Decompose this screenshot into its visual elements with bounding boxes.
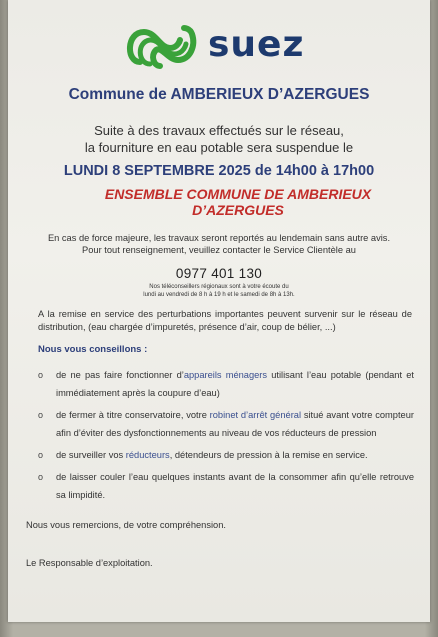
area-line-2: D’AZERGUES — [192, 202, 284, 218]
force-majeure-text — [8, 232, 430, 256]
force-majeure-line-1: En cas de force majeure, les travaux seront reportés au lendemain sans autre avis. — [47, 233, 391, 243]
force-majeure-line-2: Pour tout renseignement, veuillez contacter le Service Clientèle au — [82, 245, 356, 255]
notice-sheet — [8, 0, 430, 622]
advice-item: o de surveiller vos réducteurs, détendeurs de pression à la remise en service. — [38, 446, 414, 464]
outage-date-time: LUNDI 8 SEPTEMBRE 2025 de 14h00 à 17h00 — [63, 163, 375, 179]
suez-logo — [126, 24, 326, 70]
circle-bullet-icon: o — [38, 370, 44, 380]
thanks-text: Nous vous remercions, de votre compréhension. — [26, 520, 226, 530]
disturbances-text: A la remise en service des perturbations importantes peuvent survenir sur le réseau de distribution, (eau chargée d’impuretés, présence d’air, coup de bélier, ...) — [38, 309, 412, 332]
phone-note-line-2: lundi au vendredi de 8 h à 19 h et le samedi de 8h à 13h. — [143, 292, 295, 298]
intro-line-2: la fourniture en eau potable sera suspendue le — [84, 140, 354, 155]
signature: Le Responsable d’exploitation. — [26, 558, 153, 568]
advice-item: o de laisser couler l’eau quelques instants avant de la consommer afin qu’elle retrouve sa limpidité. — [38, 468, 414, 504]
brand-name: suez — [208, 24, 305, 65]
intro-text — [8, 122, 430, 156]
advice-item: o de fermer à titre conservatoire, votre robinet d’arrêt général situé avant votre compteur afin d’éviter des dysfonctionnements au niveau de vos réducteurs de pression — [38, 406, 414, 442]
intro-line-1: Suite à des travaux effectués sur le réseau, — [94, 123, 344, 138]
area-line-1: ENSEMBLE COMMUNE DE AMBERIEUX — [104, 186, 372, 202]
affected-area — [103, 186, 373, 218]
phone-hours-note — [8, 283, 430, 299]
commune-title: Commune de AMBERIEUX D’AZERGUES — [68, 86, 370, 103]
customer-service-phone: 0977 401 130 — [175, 266, 263, 281]
suez-wave-icon — [126, 24, 206, 70]
advice-item: o de ne pas faire fonctionner d’appareils ménagers utilisant l’eau potable (pendant et immédiatement après la coupure d’eau) — [38, 366, 414, 402]
advice-heading: Nous vous conseillons : — [38, 344, 148, 355]
phone-note-line-1: Nos téléconseillers régionaux sont à votre écoute du — [149, 284, 289, 290]
circle-bullet-icon: o — [38, 472, 44, 482]
advice-list — [38, 366, 414, 508]
circle-bullet-icon: o — [38, 450, 44, 460]
circle-bullet-icon: o — [38, 410, 44, 420]
